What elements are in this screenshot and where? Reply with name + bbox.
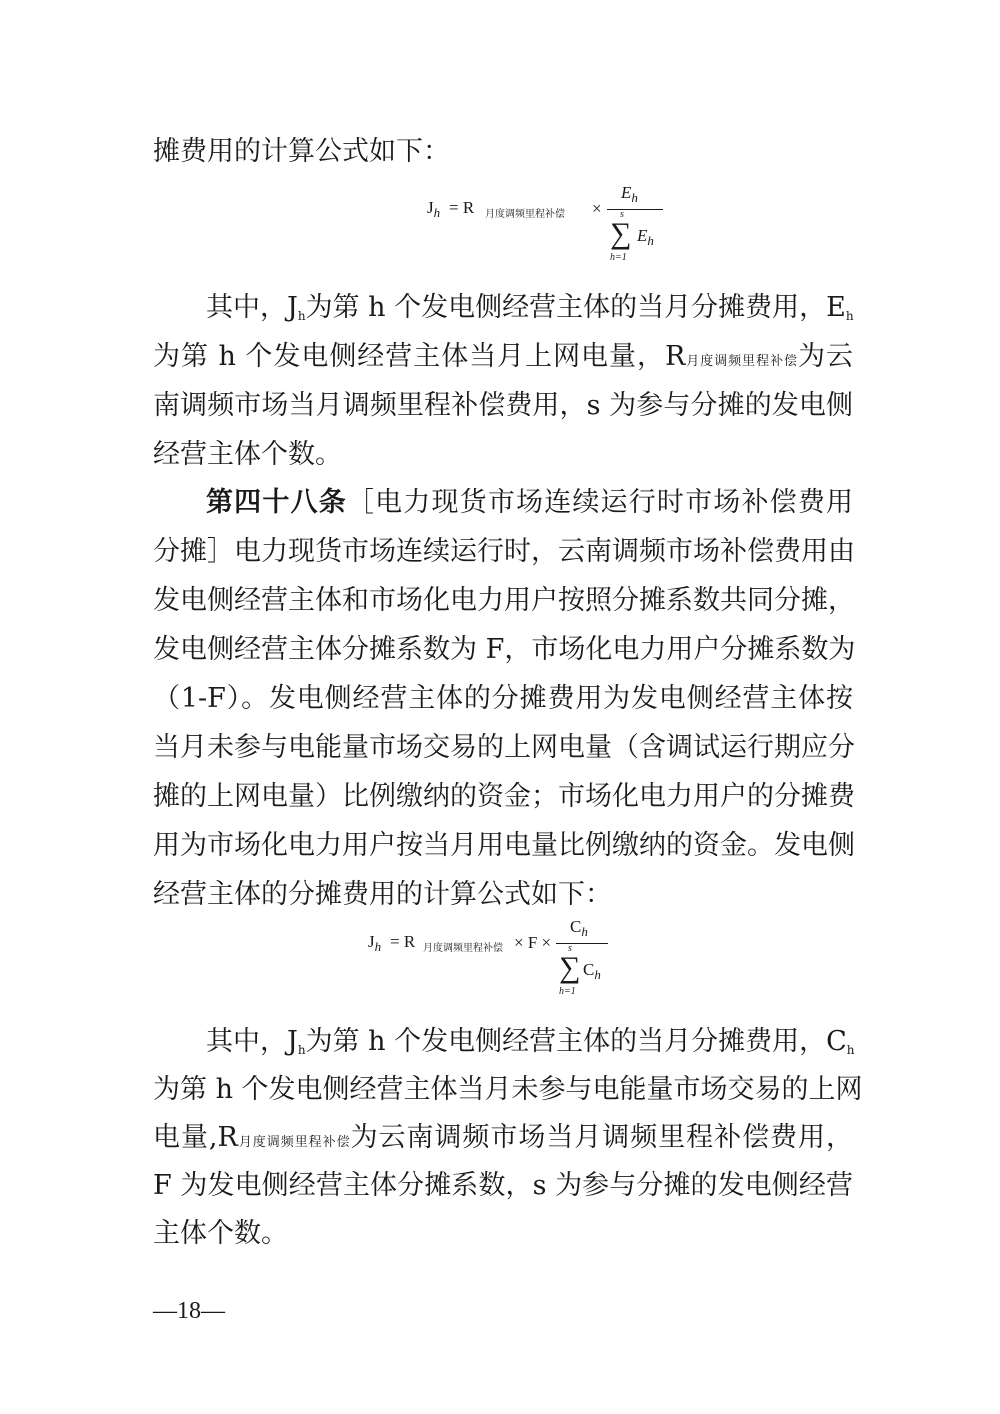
text-span: （1-F）。发电侧经营主体的分摊费用为发电侧经营主体按 [153,683,853,714]
text-line [153,581,853,621]
fraction-bar [607,209,663,210]
sigma-symbol: ∑ [559,951,581,984]
formula-r-subscript: 月度调频里程补偿 [423,943,503,954]
text-span: 为第 h 个发电侧经营主体的当月分摊费用，E [305,292,846,323]
text-line [153,435,853,475]
subscript: h [297,1043,306,1057]
formula-lhs [427,198,440,221]
formula-subscript: h [631,190,638,205]
subscript-text: 月度调频里程补偿 [685,354,799,369]
formula-denominator [583,960,601,983]
text-line [153,777,853,817]
text-span: ［电力现货市场连续运行时市场补偿费用 [346,487,854,518]
sum-lower-limit: h=1 [559,986,576,997]
formula-times: × [592,199,602,218]
text-line [153,1166,853,1206]
text-line [153,337,853,382]
text-span: 为云南调频市场当月调频里程补偿费用， [350,1122,853,1153]
formula-subscript: h [647,233,654,248]
text-line [153,532,853,572]
formula-r-subscript: 月度调频里程补偿 [485,209,565,220]
text-span: 摊的上网电量）比例缴纳的资金；市场化电力用户的分摊费 [153,781,855,812]
text-line [153,132,853,172]
text-span: 电量,R [153,1122,238,1153]
text-span: 发电侧经营主体分摊系数为 F，市场化电力用户分摊系数为 [153,634,856,665]
text-line [153,1118,853,1163]
formula-symbol: C [570,917,582,936]
text-span: 为云 [798,341,853,372]
article-heading: 第四十八条 [206,487,347,518]
text-span: 经营主体个数。 [153,439,342,470]
text-line [153,875,853,915]
text-span: 发电侧经营主体和市场化电力用户按照分摊系数共同分摊， [153,585,855,616]
formula-numerator [621,183,638,206]
text-span: 当月未参与电能量市场交易的上网电量（含调试运行期应分 [153,732,855,763]
formula-symbol: C [583,960,595,979]
sum-lower-limit: h=1 [610,252,627,263]
subscript-text: 月度调频里程补偿 [237,1135,351,1150]
text-span: 分摊］电力现货市场连续运行时，云南调频市场补偿费用由 [153,536,855,567]
text-line [153,630,856,670]
sum-upper-limit: s [568,943,572,954]
text-span: 经营主体的分摊费用的计算公式如下： [153,879,612,910]
formula-subscript: h [581,924,588,939]
formula-numerator [570,917,588,940]
formula-equals: = R [449,198,475,217]
subscript: h [845,309,854,323]
formula-times-f: × F × [514,933,552,952]
text-span: 主体个数。 [153,1218,288,1249]
text-span: 其中，J [206,1026,298,1057]
formula-denominator [637,226,654,249]
formula-symbol: E [621,183,632,202]
subscript: h [846,1043,855,1057]
formula-subscript: h [374,939,382,954]
fraction-bar [556,943,608,944]
text-span: F 为发电侧经营主体分摊系数，s 为参与分摊的发电侧经营 [153,1170,853,1201]
formula-subscript: h [433,205,441,220]
text-line [206,483,853,523]
text-span: 为第 h 个发电侧经营主体的当月分摊费用，C [305,1026,847,1057]
text-line [153,386,853,426]
formula-equals: = R [390,932,416,951]
sum-upper-limit: s [620,209,624,220]
text-line [206,288,853,336]
text-span: 为第 h 个发电侧经营主体当月未参与电能量市场交易的上网 [153,1074,863,1105]
sigma-symbol: ∑ [610,217,632,250]
formula-subscript: h [594,967,601,982]
text-line [153,826,853,866]
text-line [153,1214,853,1254]
text-span: 用为市场化电力用户按当月用电量比例缴纳的资金。发电侧 [153,830,855,861]
formula-symbol: J [368,932,375,951]
formula-symbol: J [427,198,434,217]
formula-lhs [368,932,381,955]
formula-symbol: E [637,226,648,245]
subscript: h [297,309,306,323]
text-line [153,679,853,719]
text-span: 南调频市场当月调频里程补偿费用，s 为参与分摊的发电侧 [153,390,853,421]
text-span: 为第 h 个发电侧经营主体当月上网电量，R [153,341,686,372]
text-line [153,1070,863,1110]
page-number: —18— [153,1298,225,1324]
text-line [153,728,853,768]
text-span: 其中，J [206,292,298,323]
text-span: 摊费用的计算公式如下： [153,136,450,167]
text-line [206,1022,853,1070]
